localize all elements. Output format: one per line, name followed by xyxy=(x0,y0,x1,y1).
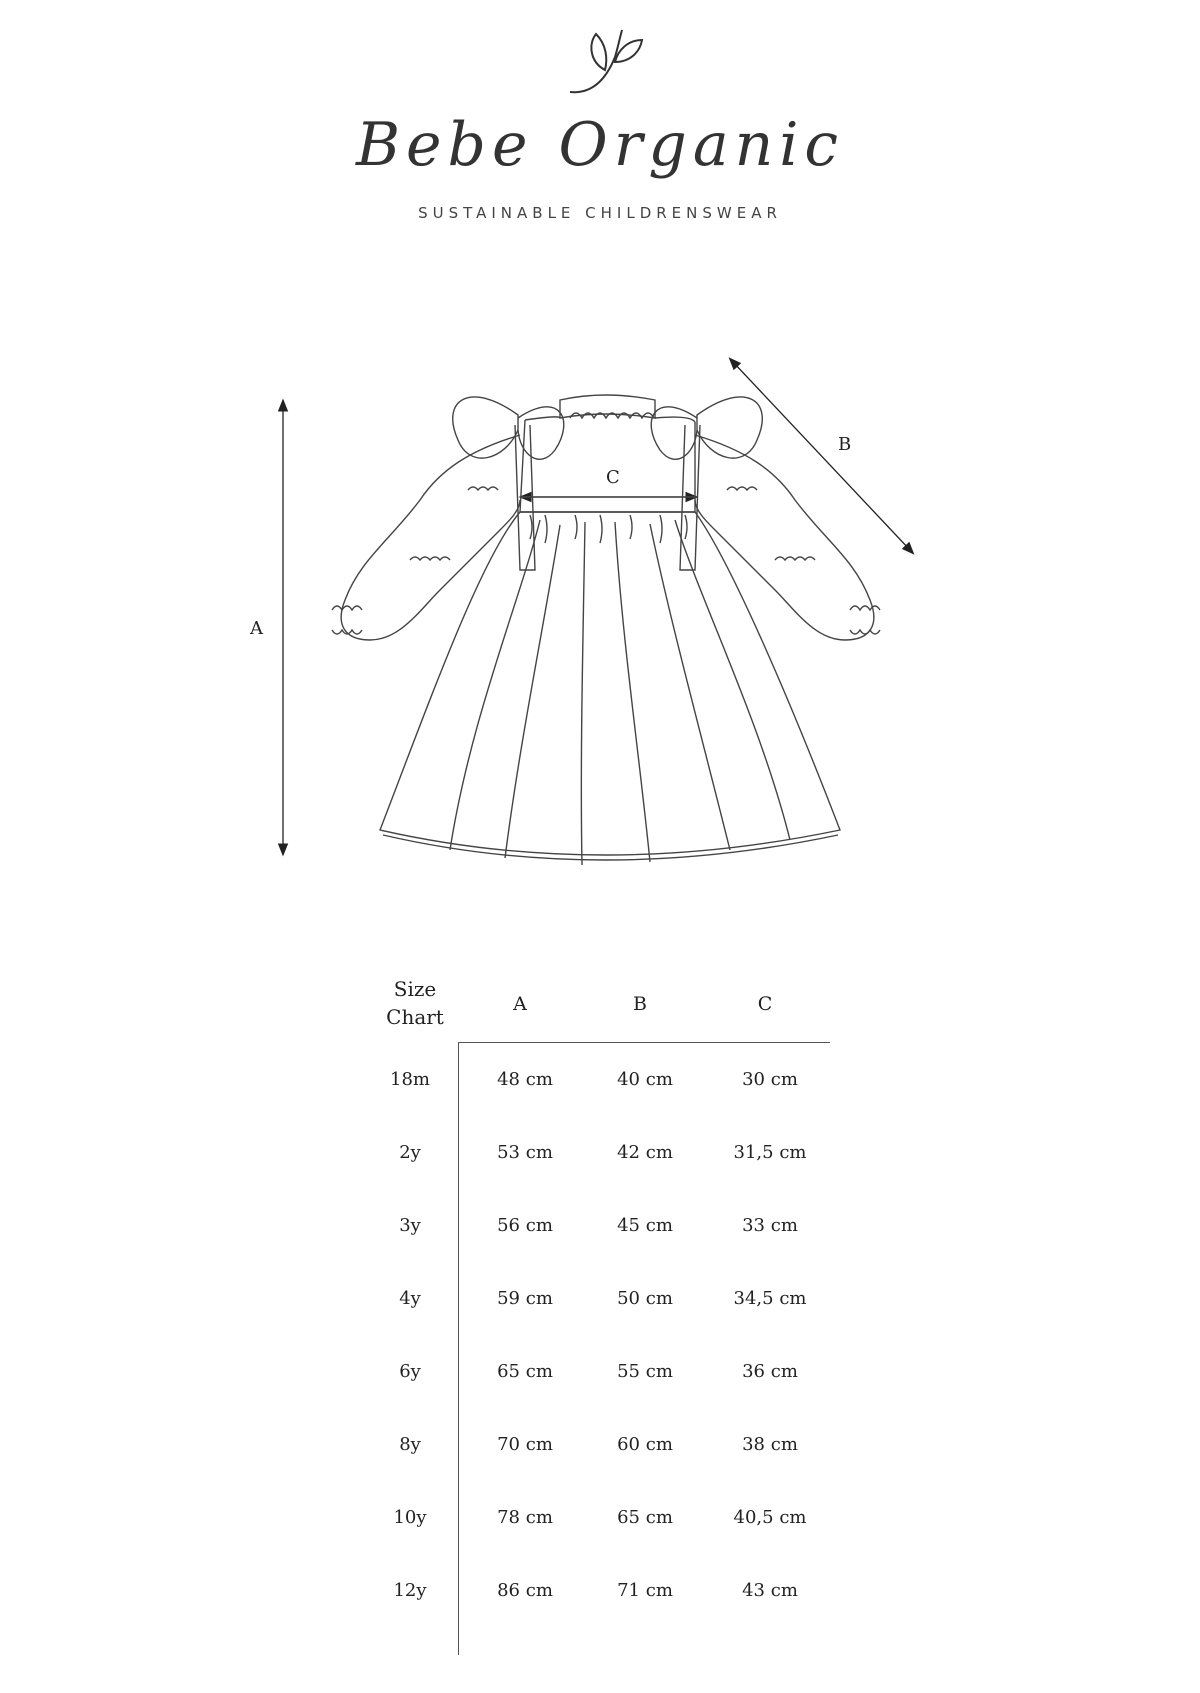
size-cell: 3y xyxy=(399,1215,421,1236)
measure-c-cell: 43 cm xyxy=(742,1580,798,1601)
measure-b-cell: 45 cm xyxy=(617,1215,673,1236)
dimension-b-line xyxy=(733,362,910,550)
dimension-label-a: A xyxy=(250,618,263,639)
size-cell: 8y xyxy=(399,1434,421,1455)
dimension-label-c: C xyxy=(606,467,620,488)
table-row xyxy=(370,1133,830,1173)
table-row xyxy=(370,1425,830,1465)
size-chart-header-line1: Size xyxy=(393,977,437,1001)
size-chart-header-line2: Chart xyxy=(386,1005,444,1029)
size-cell: 10y xyxy=(393,1507,427,1528)
measure-a-cell: 53 cm xyxy=(497,1142,553,1163)
size-cell: 12y xyxy=(393,1580,427,1601)
measure-c-cell: 31,5 cm xyxy=(733,1142,807,1163)
column-header-c: C xyxy=(757,993,773,1015)
measure-b-cell: 71 cm xyxy=(617,1580,673,1601)
measure-a-cell: 48 cm xyxy=(497,1069,553,1090)
measure-c-cell: 34,5 cm xyxy=(733,1288,807,1309)
header-divider xyxy=(458,1042,830,1043)
measure-b-cell: 60 cm xyxy=(617,1434,673,1455)
measure-c-cell: 40,5 cm xyxy=(733,1507,807,1528)
size-cell: 2y xyxy=(399,1142,421,1163)
table-row xyxy=(370,1279,830,1319)
size-cell: 18m xyxy=(390,1069,430,1090)
measure-b-cell: 42 cm xyxy=(617,1142,673,1163)
size-cell: 6y xyxy=(399,1361,421,1382)
measure-b-cell: 40 cm xyxy=(617,1069,673,1090)
measure-b-cell: 50 cm xyxy=(617,1288,673,1309)
size-chart-header xyxy=(370,975,460,1031)
measure-a-cell: 78 cm xyxy=(497,1507,553,1528)
measure-c-cell: 38 cm xyxy=(742,1434,798,1455)
table-row xyxy=(370,1352,830,1392)
dimension-label-b: B xyxy=(838,434,852,455)
size-cell: 4y xyxy=(399,1288,421,1309)
size-chart-table xyxy=(370,975,830,1655)
measure-a-cell: 86 cm xyxy=(497,1580,553,1601)
measure-a-cell: 59 cm xyxy=(497,1288,553,1309)
table-row xyxy=(370,1571,830,1611)
brand-tagline: SUSTAINABLE CHILDRENSWEAR xyxy=(418,204,782,222)
dress-outline xyxy=(332,395,880,865)
measure-a-cell: 56 cm xyxy=(497,1215,553,1236)
table-row xyxy=(370,1060,830,1100)
brand-name: Bebe Organic xyxy=(355,110,845,180)
measure-c-cell: 30 cm xyxy=(742,1069,798,1090)
measure-a-cell: 70 cm xyxy=(497,1434,553,1455)
table-row xyxy=(370,1206,830,1246)
measure-c-cell: 36 cm xyxy=(742,1361,798,1382)
table-row xyxy=(370,1498,830,1538)
column-header-a: A xyxy=(513,993,527,1015)
measure-b-cell: 55 cm xyxy=(617,1361,673,1382)
measure-c-cell: 33 cm xyxy=(742,1215,798,1236)
measure-a-cell: 65 cm xyxy=(497,1361,553,1382)
measure-b-cell: 65 cm xyxy=(617,1507,673,1528)
column-header-b: B xyxy=(633,993,647,1015)
